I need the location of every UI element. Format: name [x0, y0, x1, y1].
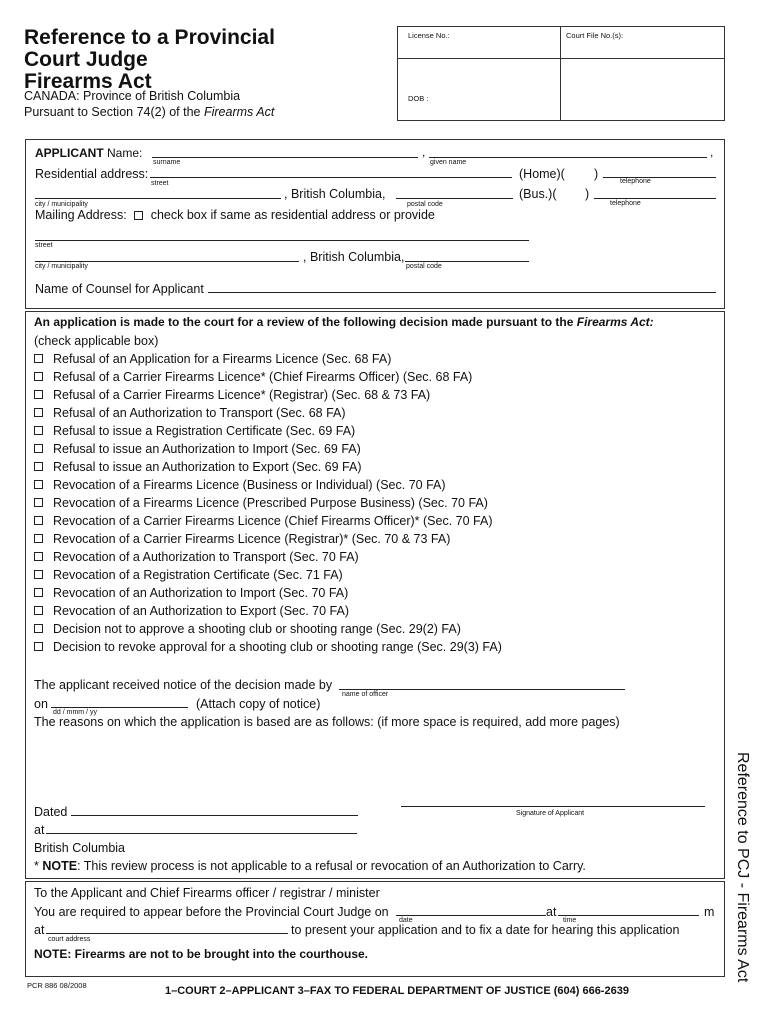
- notice-label: The applicant received notice of the decision made by: [34, 678, 333, 692]
- decision-checkbox[interactable]: [34, 462, 43, 471]
- bus-phone-field[interactable]: [594, 198, 716, 199]
- decision-option[interactable]: [34, 460, 362, 474]
- applicant-heading: APPLICANT: [35, 146, 104, 160]
- court-address-field[interactable]: [46, 933, 288, 934]
- mailing-city-caption: city / municipality: [35, 263, 88, 270]
- residential-street-field[interactable]: [150, 177, 512, 178]
- court-file-label: Court File No.(s):: [566, 31, 624, 40]
- mailing-street-field[interactable]: [35, 240, 529, 241]
- notice-date-field[interactable]: [51, 707, 188, 708]
- decision-label: Refusal of an Authorization to Transport (Sec. 68 FA): [53, 406, 346, 420]
- bus-phone-label: (Bus.)(: [519, 187, 557, 201]
- mailing-row: [35, 208, 435, 222]
- dob-label: DOB :: [408, 94, 429, 103]
- decision-option[interactable]: [34, 388, 430, 402]
- note-bold: NOTE: [42, 859, 78, 873]
- dated-at-field[interactable]: [46, 833, 357, 834]
- residential-postal-field[interactable]: [396, 198, 513, 199]
- officer-name-field[interactable]: [339, 689, 625, 690]
- pursuant-line: [24, 104, 274, 120]
- dated-label: Dated: [34, 805, 68, 819]
- residential-label: Residential address:: [35, 167, 149, 181]
- surname-caption: surname: [153, 159, 181, 166]
- name-comma-2: ,: [710, 145, 714, 159]
- appearance-line-1: To the Applicant and Chief Firearms officer / registrar / minister: [34, 886, 380, 900]
- applicant-name-row: [35, 146, 142, 160]
- bus-telephone-caption: telephone: [610, 200, 641, 207]
- appearance-at-label: at: [546, 905, 557, 919]
- court-file-field[interactable]: [561, 59, 724, 120]
- decision-label: Decision to revoke approval for a shooting club or shooting range (Sec. 29(3) FA): [53, 640, 502, 654]
- same-address-checkbox[interactable]: [134, 211, 143, 220]
- bc-text: British Columbia: [34, 841, 126, 855]
- appearance-date-caption: date: [399, 917, 413, 924]
- decision-option[interactable]: [34, 496, 488, 510]
- decision-option[interactable]: [34, 514, 492, 528]
- residential-city-field[interactable]: [35, 198, 281, 199]
- home-phone-label: (Home)(: [519, 167, 565, 181]
- decision-checkbox[interactable]: [34, 588, 43, 597]
- title-line-3: Firearms Act: [24, 70, 152, 93]
- reasons-area[interactable]: [34, 733, 674, 793]
- given-name-caption: given name: [430, 159, 467, 166]
- counsel-label: Name of Counsel for Applicant: [35, 282, 204, 296]
- form-code: PCR 886 08/2008: [27, 981, 87, 990]
- decision-label: Revocation of a Firearms Licence (Prescribed Purpose Business) (Sec. 70 FA): [53, 496, 488, 510]
- mailing-label: Mailing Address:: [35, 208, 127, 222]
- mailing-bc-label: , British Columbia,: [303, 250, 405, 264]
- appearance-time-field[interactable]: [558, 915, 699, 916]
- appearance-at2-label: at: [34, 923, 45, 937]
- decision-checkbox[interactable]: [34, 498, 43, 507]
- courthouse-note: NOTE: Firearms are not to be brought into the courthouse.: [34, 947, 369, 961]
- attach-label: (Attach copy of notice): [196, 697, 321, 711]
- application-heading-act: Firearms Act:: [576, 315, 654, 329]
- decision-label: Revocation of a Carrier Firearms Licence (Chief Firearms Officer)* (Sec. 70 FA): [53, 514, 493, 528]
- city-caption: city / municipality: [35, 201, 88, 208]
- court-address-caption: court address: [48, 936, 91, 943]
- appearance-time-caption: time: [563, 917, 577, 924]
- pursuant-prefix: Pursuant to Section 74(2) of the: [24, 105, 201, 119]
- decision-label: Refusal of a Carrier Firearms Licence* (Registrar) (Sec. 68 & 73 FA): [53, 388, 431, 402]
- decision-option[interactable]: [34, 442, 361, 456]
- mailing-city-field[interactable]: [35, 261, 299, 262]
- decision-checkbox[interactable]: [34, 408, 43, 417]
- appearance-m-label: m: [704, 905, 715, 919]
- decision-option[interactable]: [34, 622, 461, 636]
- distribution-line: 1–COURT 2–APPLICANT 3–FAX TO FEDERAL DEPARTMENT OF JUSTICE (604) 666-2639: [165, 985, 629, 997]
- signature-field[interactable]: [401, 806, 705, 807]
- decision-label: Revocation of an Authorization to Import (Sec. 70 FA): [53, 586, 349, 600]
- decision-option[interactable]: [34, 424, 355, 438]
- bus-phone-close: ): [585, 187, 590, 201]
- name-label: Name:: [107, 146, 143, 160]
- reasons-label: The reasons on which the application is based are as follows: (if more space is required, add more pages): [34, 715, 620, 729]
- decision-checkbox[interactable]: [34, 372, 43, 381]
- mailing-street-caption: street: [35, 242, 53, 249]
- decision-option[interactable]: [34, 568, 343, 582]
- signature-caption: Signature of Applicant: [516, 810, 585, 817]
- decision-label: Refusal to issue an Authorization to Import (Sec. 69 FA): [53, 442, 361, 456]
- appearance-date-field[interactable]: [396, 915, 546, 916]
- pursuant-act: Firearms Act: [203, 105, 275, 119]
- decision-checkbox[interactable]: [34, 426, 43, 435]
- on-label: on: [34, 697, 48, 711]
- surname-field[interactable]: [152, 157, 418, 158]
- appearance-line-2: You are required to appear before the Provincial Court Judge on: [34, 905, 389, 919]
- decision-option[interactable]: [34, 550, 359, 564]
- decision-label: Refusal of a Carrier Firearms Licence* (Chief Firearms Officer) (Sec. 68 FA): [53, 370, 473, 384]
- license-no-field[interactable]: [398, 59, 560, 120]
- home-phone-close: ): [594, 167, 599, 181]
- note-star: *: [34, 859, 43, 873]
- officer-caption: name of officer: [342, 691, 389, 698]
- mailing-postal-caption: postal code: [406, 263, 442, 270]
- decision-label: Decision not to approve a shooting club or shooting range (Sec. 29(2) FA): [53, 622, 461, 636]
- dated-field[interactable]: [71, 815, 358, 816]
- decision-label: Refusal of an Application for a Firearms Licence (Sec. 68 FA): [53, 352, 392, 366]
- decision-checkbox[interactable]: [34, 480, 43, 489]
- decision-checkbox[interactable]: [34, 624, 43, 633]
- license-label: License No.:: [408, 31, 450, 40]
- jurisdiction: CANADA: Province of British Columbia: [24, 89, 241, 103]
- title-line-2: Court Judge: [24, 48, 148, 71]
- decision-checkbox[interactable]: [34, 354, 43, 363]
- decision-option[interactable]: [34, 640, 502, 654]
- dated-at-label: at: [34, 823, 45, 837]
- residential-bc-label: , British Columbia,: [284, 187, 386, 201]
- decision-option[interactable]: [34, 532, 450, 546]
- given-name-field[interactable]: [429, 157, 707, 158]
- decision-label: Revocation of an Authorization to Export (Sec. 70 FA): [53, 604, 349, 618]
- check-note: (check applicable box): [34, 334, 159, 348]
- application-heading-text: An application is made to the court for a review of the following decision made pursuant to the: [34, 315, 574, 329]
- decision-option[interactable]: [34, 586, 348, 600]
- decision-label: Revocation of a Authorization to Transport (Sec. 70 FA): [53, 550, 359, 564]
- decision-checkbox[interactable]: [34, 552, 43, 561]
- decision-checkbox[interactable]: [34, 606, 43, 615]
- decision-checkbox[interactable]: [34, 444, 43, 453]
- home-telephone-caption: telephone: [620, 178, 651, 185]
- decision-label: Refusal to issue a Registration Certificate (Sec. 69 FA): [53, 424, 356, 438]
- postal-caption: postal code: [407, 201, 443, 208]
- application-heading: [34, 315, 654, 329]
- decision-option[interactable]: [34, 604, 349, 618]
- decision-checkbox[interactable]: [34, 570, 43, 579]
- mailing-postal-field[interactable]: [405, 261, 529, 262]
- decision-label: Revocation of a Carrier Firearms Licence (Registrar)* (Sec. 70 & 73 FA): [53, 532, 451, 546]
- decision-checkbox[interactable]: [34, 642, 43, 651]
- present-text: to present your application and to fix a date for hearing this application: [291, 923, 680, 937]
- same-address-text: check box if same as residential address or provide: [150, 208, 435, 222]
- note-text: : This review process is not applicable to a refusal or revocation of an Authorization to Carry.: [77, 859, 586, 873]
- decision-option[interactable]: [34, 406, 346, 420]
- date-format-caption: dd / mmm / yy: [53, 709, 97, 716]
- decision-checkbox[interactable]: [34, 390, 43, 399]
- counsel-field[interactable]: [208, 292, 716, 293]
- decision-option[interactable]: [34, 352, 391, 366]
- carry-note: [34, 859, 586, 873]
- decision-option[interactable]: [34, 478, 446, 492]
- side-label: Reference to PCJ - Firearms Act: [734, 752, 751, 983]
- decision-label: Refusal to issue an Authorization to Export (Sec. 69 FA): [53, 460, 362, 474]
- name-comma-1: ,: [422, 145, 426, 159]
- decision-option[interactable]: [34, 370, 472, 384]
- decision-checkbox[interactable]: [34, 534, 43, 543]
- decision-checkbox[interactable]: [34, 516, 43, 525]
- title-line-1: Reference to a Provincial: [24, 26, 275, 49]
- decision-label: Revocation of a Firearms Licence (Business or Individual) (Sec. 70 FA): [53, 478, 446, 492]
- decision-label: Revocation of a Registration Certificate (Sec. 71 FA): [53, 568, 343, 582]
- street-caption: street: [151, 180, 169, 187]
